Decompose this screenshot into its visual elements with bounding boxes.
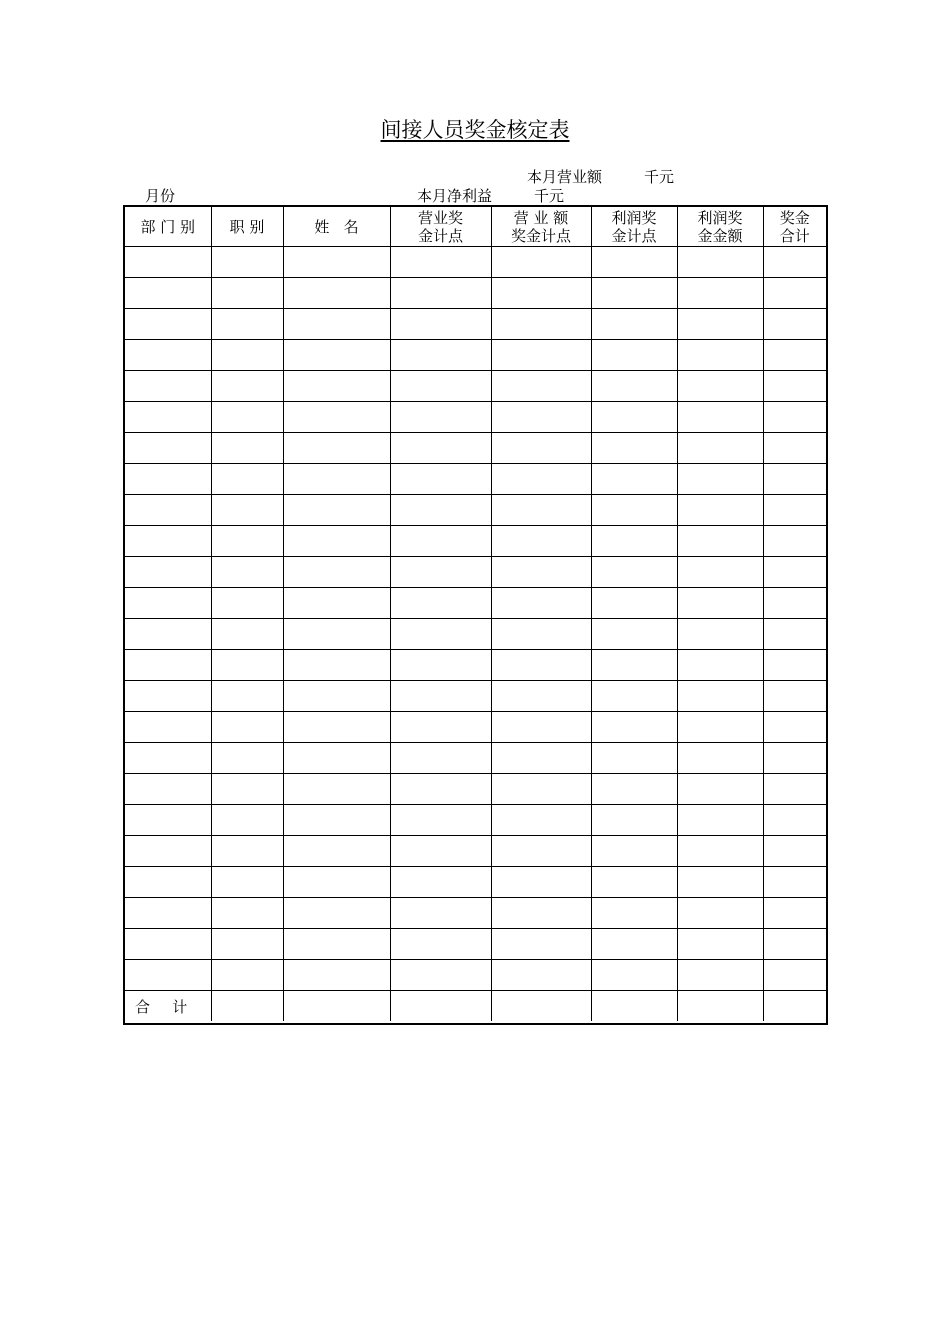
table-cell-sales-bonus-points[interactable]: [390, 960, 491, 991]
table-cell-department[interactable]: [125, 619, 211, 650]
table-cell-profit-bonus-points[interactable]: [591, 433, 677, 464]
header-department: [125, 207, 211, 247]
table-body: [125, 247, 826, 1022]
table-cell-department[interactable]: [125, 743, 211, 774]
table-cell-name[interactable]: [283, 371, 390, 402]
table-cell-revenue-bonus-points[interactable]: [491, 619, 591, 650]
table-cell-position[interactable]: [211, 557, 283, 588]
table-row: [125, 278, 826, 309]
table-cell-sales-bonus-points[interactable]: [390, 836, 491, 867]
table-row: [125, 557, 826, 588]
table-row: [125, 619, 826, 650]
table-cell-bonus-total[interactable]: [763, 619, 826, 650]
total-cell-position[interactable]: [211, 991, 283, 1022]
table-cell-profit-bonus-points[interactable]: [591, 402, 677, 433]
table-cell-profit-bonus-amount[interactable]: [677, 588, 763, 619]
table-cell-bonus-total[interactable]: [763, 278, 826, 309]
table-cell-department[interactable]: [125, 526, 211, 557]
table-cell-profit-bonus-amount[interactable]: [677, 340, 763, 371]
table-cell-profit-bonus-amount[interactable]: [677, 836, 763, 867]
table-cell-sales-bonus-points[interactable]: [390, 247, 491, 278]
table-cell-profit-bonus-amount[interactable]: [677, 247, 763, 278]
table-cell-profit-bonus-amount[interactable]: [677, 433, 763, 464]
table-cell-name[interactable]: [283, 495, 390, 526]
table-cell-sales-bonus-points[interactable]: [390, 495, 491, 526]
table-cell-name[interactable]: [283, 433, 390, 464]
table-row: [125, 247, 826, 278]
total-label: 合 计: [135, 997, 190, 1016]
header-sales-bonus-points-line1: 营业奖: [417, 208, 463, 227]
table-cell-bonus-total[interactable]: [763, 433, 826, 464]
table-cell-position[interactable]: [211, 805, 283, 836]
table-cell-position[interactable]: [211, 433, 283, 464]
table-cell-revenue-bonus-points[interactable]: [491, 929, 591, 960]
profit-unit: 千元: [534, 187, 565, 205]
table-cell-bonus-total[interactable]: [763, 960, 826, 991]
table-cell-revenue-bonus-points[interactable]: [491, 588, 591, 619]
header-name: [283, 207, 390, 247]
table-cell-profit-bonus-points[interactable]: [591, 805, 677, 836]
header-bonus-total-line1: 奖金: [779, 208, 810, 227]
table-cell-profit-bonus-points[interactable]: [591, 309, 677, 340]
table-cell-position[interactable]: [211, 340, 283, 371]
table-cell-profit-bonus-amount[interactable]: [677, 464, 763, 495]
table-cell-position[interactable]: [211, 278, 283, 309]
table-cell-bonus-total[interactable]: [763, 712, 826, 743]
header-profit-bonus-amount: [677, 207, 763, 247]
table-cell-department[interactable]: [125, 371, 211, 402]
header-position-text: 职 别: [229, 217, 265, 236]
table-cell-name[interactable]: [283, 650, 390, 681]
table-row: [125, 774, 826, 805]
table-cell-department[interactable]: [125, 433, 211, 464]
revenue-label: 本月营业额: [527, 168, 603, 186]
header-name-text: 姓 名: [314, 217, 359, 236]
table-cell-department[interactable]: [125, 681, 211, 712]
table-cell-profit-bonus-points[interactable]: [591, 526, 677, 557]
header-position: [211, 207, 283, 247]
table-cell-profit-bonus-amount[interactable]: [677, 805, 763, 836]
table-row: [125, 681, 826, 712]
table-cell-profit-bonus-points[interactable]: [591, 588, 677, 619]
table-cell-profit-bonus-amount[interactable]: [677, 774, 763, 805]
table-cell-revenue-bonus-points[interactable]: [491, 526, 591, 557]
table-cell-department[interactable]: [125, 836, 211, 867]
table-cell-bonus-total[interactable]: [763, 340, 826, 371]
table-row: [125, 836, 826, 867]
table-cell-name[interactable]: [283, 960, 390, 991]
table-cell-department[interactable]: [125, 309, 211, 340]
revenue-unit: 千元: [644, 168, 675, 186]
table-row: [125, 743, 826, 774]
table-cell-sales-bonus-points[interactable]: [390, 681, 491, 712]
header-profit-bonus-amount-line1: 利润奖: [697, 208, 743, 227]
table-row: [125, 712, 826, 743]
table-cell-position[interactable]: [211, 650, 283, 681]
table-cell-name[interactable]: [283, 898, 390, 929]
table-cell-name[interactable]: [283, 278, 390, 309]
table-cell-profit-bonus-points[interactable]: [591, 960, 677, 991]
table-cell-profit-bonus-amount[interactable]: [677, 278, 763, 309]
table-cell-profit-bonus-points[interactable]: [591, 278, 677, 309]
table-cell-sales-bonus-points[interactable]: [390, 867, 491, 898]
header-sales-bonus-points-line2: 金计点: [417, 226, 463, 245]
table-cell-bonus-total[interactable]: [763, 743, 826, 774]
table-cell-sales-bonus-points[interactable]: [390, 557, 491, 588]
table-cell-revenue-bonus-points[interactable]: [491, 774, 591, 805]
table-cell-revenue-bonus-points[interactable]: [491, 743, 591, 774]
table-cell-name[interactable]: [283, 805, 390, 836]
table-cell-profit-bonus-points[interactable]: [591, 619, 677, 650]
bonus-table: [125, 207, 826, 1021]
table-cell-department[interactable]: [125, 495, 211, 526]
table-cell-department[interactable]: [125, 898, 211, 929]
table-cell-position[interactable]: [211, 495, 283, 526]
table-cell-department[interactable]: [125, 774, 211, 805]
form-title: [0, 116, 950, 144]
table-cell-position[interactable]: [211, 619, 283, 650]
table-cell-position[interactable]: [211, 712, 283, 743]
table-cell-sales-bonus-points[interactable]: [390, 278, 491, 309]
table-cell-profit-bonus-amount[interactable]: [677, 495, 763, 526]
table-cell-bonus-total[interactable]: [763, 309, 826, 340]
table-cell-profit-bonus-amount[interactable]: [677, 929, 763, 960]
header-bonus-total-line2: 合计: [779, 226, 810, 245]
table-cell-position[interactable]: [211, 681, 283, 712]
header-sales-bonus-points: [390, 207, 491, 247]
table-cell-name[interactable]: [283, 464, 390, 495]
table-cell-position[interactable]: [211, 464, 283, 495]
bonus-table-frame: [123, 205, 828, 1025]
table-row: [125, 650, 826, 681]
table-row: [125, 402, 826, 433]
table-cell-profit-bonus-amount[interactable]: [677, 619, 763, 650]
table-cell-name[interactable]: [283, 867, 390, 898]
header-revenue-bonus-points-line1: 营 业 额: [513, 208, 569, 227]
table-cell-bonus-total[interactable]: [763, 247, 826, 278]
table-cell-profit-bonus-points[interactable]: [591, 712, 677, 743]
table-cell-bonus-total[interactable]: [763, 495, 826, 526]
table-cell-profit-bonus-points[interactable]: [591, 464, 677, 495]
table-cell-department[interactable]: [125, 588, 211, 619]
table-cell-name[interactable]: [283, 309, 390, 340]
total-cell-sales-bonus-points[interactable]: [390, 991, 491, 1022]
table-cell-name[interactable]: [283, 836, 390, 867]
table-cell-department[interactable]: [125, 247, 211, 278]
table-row: [125, 898, 826, 929]
table-row: [125, 340, 826, 371]
table-header-row: [125, 207, 826, 247]
table-cell-profit-bonus-points[interactable]: [591, 557, 677, 588]
table-cell-department[interactable]: [125, 805, 211, 836]
table-cell-sales-bonus-points[interactable]: [390, 402, 491, 433]
table-cell-sales-bonus-points[interactable]: [390, 433, 491, 464]
table-cell-revenue-bonus-points[interactable]: [491, 960, 591, 991]
table-cell-sales-bonus-points[interactable]: [390, 340, 491, 371]
table-cell-position[interactable]: [211, 774, 283, 805]
table-cell-department[interactable]: [125, 650, 211, 681]
table-cell-profit-bonus-amount[interactable]: [677, 898, 763, 929]
total-cell-name[interactable]: [283, 991, 390, 1022]
table-cell-profit-bonus-amount[interactable]: [677, 867, 763, 898]
table-row: [125, 588, 826, 619]
table-row: [125, 309, 826, 340]
form-title-text: 间接人员奖金核定表: [380, 118, 570, 142]
table-cell-position[interactable]: [211, 898, 283, 929]
table-cell-revenue-bonus-points[interactable]: [491, 867, 591, 898]
table-cell-profit-bonus-points[interactable]: [591, 247, 677, 278]
table-cell-sales-bonus-points[interactable]: [390, 929, 491, 960]
table-row: [125, 960, 826, 991]
table-cell-revenue-bonus-points[interactable]: [491, 681, 591, 712]
table-cell-name[interactable]: [283, 619, 390, 650]
table-cell-sales-bonus-points[interactable]: [390, 650, 491, 681]
table-cell-profit-bonus-points[interactable]: [591, 650, 677, 681]
table-cell-name[interactable]: [283, 712, 390, 743]
table-cell-department[interactable]: [125, 960, 211, 991]
table-row: [125, 495, 826, 526]
table-cell-position[interactable]: [211, 743, 283, 774]
table-cell-profit-bonus-points[interactable]: [591, 371, 677, 402]
table-cell-profit-bonus-amount[interactable]: [677, 557, 763, 588]
header-profit-bonus-amount-line2: 金金额: [697, 226, 743, 245]
table-cell-name[interactable]: [283, 681, 390, 712]
table-cell-name[interactable]: [283, 557, 390, 588]
table-cell-profit-bonus-amount[interactable]: [677, 526, 763, 557]
table-cell-position[interactable]: [211, 371, 283, 402]
table-row: [125, 526, 826, 557]
table-cell-bonus-total[interactable]: [763, 898, 826, 929]
total-row: [125, 991, 826, 1022]
header-profit-bonus-points: [591, 207, 677, 247]
table-cell-sales-bonus-points[interactable]: [390, 898, 491, 929]
header-revenue-bonus-points-line2: 奖金计点: [510, 226, 571, 245]
table-row: [125, 433, 826, 464]
table-cell-bonus-total[interactable]: [763, 650, 826, 681]
table-cell-bonus-total[interactable]: [763, 464, 826, 495]
table-cell-name[interactable]: [283, 247, 390, 278]
table-cell-profit-bonus-points[interactable]: [591, 743, 677, 774]
table-cell-department[interactable]: [125, 867, 211, 898]
table-cell-sales-bonus-points[interactable]: [390, 712, 491, 743]
profit-label: 本月净利益: [417, 187, 493, 205]
total-cell-profit-bonus-points[interactable]: [591, 991, 677, 1022]
total-cell-revenue-bonus-points[interactable]: [491, 991, 591, 1022]
header-profit-bonus-points-line2: 金计点: [611, 226, 657, 245]
header-revenue-bonus-points: [491, 207, 591, 247]
table-cell-profit-bonus-points[interactable]: [591, 495, 677, 526]
table-cell-profit-bonus-points[interactable]: [591, 867, 677, 898]
table-cell-profit-bonus-points[interactable]: [591, 929, 677, 960]
table-cell-profit-bonus-amount[interactable]: [677, 743, 763, 774]
table-cell-profit-bonus-amount[interactable]: [677, 681, 763, 712]
table-cell-name[interactable]: [283, 340, 390, 371]
header-department-text: 部 门 别: [140, 217, 196, 236]
table-cell-profit-bonus-amount[interactable]: [677, 650, 763, 681]
table-row: [125, 371, 826, 402]
table-row: [125, 805, 826, 836]
table-cell-profit-bonus-amount[interactable]: [677, 960, 763, 991]
table-cell-bonus-total[interactable]: [763, 526, 826, 557]
table-cell-position[interactable]: [211, 526, 283, 557]
table-cell-bonus-total[interactable]: [763, 836, 826, 867]
table-cell-position[interactable]: [211, 309, 283, 340]
table-cell-name[interactable]: [283, 588, 390, 619]
table-cell-sales-bonus-points[interactable]: [390, 619, 491, 650]
table-cell-position[interactable]: [211, 960, 283, 991]
header-profit-bonus-points-line1: 利润奖: [611, 208, 657, 227]
table-cell-profit-bonus-points[interactable]: [591, 836, 677, 867]
table-cell-position[interactable]: [211, 929, 283, 960]
month-label: 月份: [145, 187, 176, 205]
table-cell-profit-bonus-points[interactable]: [591, 681, 677, 712]
table-cell-revenue-bonus-points[interactable]: [491, 247, 591, 278]
table-cell-revenue-bonus-points[interactable]: [491, 402, 591, 433]
total-cell-bonus-total[interactable]: [763, 991, 826, 1022]
table-cell-revenue-bonus-points[interactable]: [491, 464, 591, 495]
table-cell-department[interactable]: [125, 464, 211, 495]
table-row: [125, 929, 826, 960]
table-cell-name[interactable]: [283, 743, 390, 774]
table-cell-revenue-bonus-points[interactable]: [491, 340, 591, 371]
table-cell-department[interactable]: [125, 340, 211, 371]
table-cell-department[interactable]: [125, 402, 211, 433]
table-cell-revenue-bonus-points[interactable]: [491, 557, 591, 588]
table-cell-sales-bonus-points[interactable]: [390, 371, 491, 402]
table-cell-revenue-bonus-points[interactable]: [491, 650, 591, 681]
table-cell-position[interactable]: [211, 247, 283, 278]
table-cell-profit-bonus-amount[interactable]: [677, 402, 763, 433]
table-row: [125, 867, 826, 898]
table-cell-bonus-total[interactable]: [763, 588, 826, 619]
table-cell-name[interactable]: [283, 402, 390, 433]
table-cell-revenue-bonus-points[interactable]: [491, 278, 591, 309]
table-cell-bonus-total[interactable]: [763, 681, 826, 712]
table-cell-profit-bonus-amount[interactable]: [677, 712, 763, 743]
table-cell-department[interactable]: [125, 278, 211, 309]
table-cell-department[interactable]: [125, 929, 211, 960]
table-cell-revenue-bonus-points[interactable]: [491, 309, 591, 340]
table-cell-profit-bonus-points[interactable]: [591, 340, 677, 371]
table-cell-position[interactable]: [211, 836, 283, 867]
table-cell-name[interactable]: [283, 774, 390, 805]
table-cell-name[interactable]: [283, 929, 390, 960]
table-cell-revenue-bonus-points[interactable]: [491, 371, 591, 402]
table-cell-revenue-bonus-points[interactable]: [491, 495, 591, 526]
table-cell-bonus-total[interactable]: [763, 402, 826, 433]
table-cell-revenue-bonus-points[interactable]: [491, 836, 591, 867]
table-cell-position[interactable]: [211, 588, 283, 619]
total-cell-profit-bonus-amount[interactable]: [677, 991, 763, 1022]
table-cell-sales-bonus-points[interactable]: [390, 309, 491, 340]
table-cell-bonus-total[interactable]: [763, 774, 826, 805]
table-cell-revenue-bonus-points[interactable]: [491, 898, 591, 929]
table-cell-profit-bonus-points[interactable]: [591, 898, 677, 929]
table-cell-bonus-total[interactable]: [763, 805, 826, 836]
table-cell-sales-bonus-points[interactable]: [390, 588, 491, 619]
table-cell-position[interactable]: [211, 867, 283, 898]
table-cell-bonus-total[interactable]: [763, 557, 826, 588]
header-bonus-total: [763, 207, 826, 247]
table-cell-profit-bonus-amount[interactable]: [677, 371, 763, 402]
total-label-cell: [125, 991, 211, 1022]
table-cell-bonus-total[interactable]: [763, 867, 826, 898]
table-cell-position[interactable]: [211, 402, 283, 433]
table-cell-revenue-bonus-points[interactable]: [491, 712, 591, 743]
table-cell-profit-bonus-amount[interactable]: [677, 309, 763, 340]
table-cell-revenue-bonus-points[interactable]: [491, 805, 591, 836]
table-cell-revenue-bonus-points[interactable]: [491, 433, 591, 464]
table-row: [125, 464, 826, 495]
table-cell-bonus-total[interactable]: [763, 929, 826, 960]
table-cell-sales-bonus-points[interactable]: [390, 464, 491, 495]
table-cell-bonus-total[interactable]: [763, 371, 826, 402]
table-cell-sales-bonus-points[interactable]: [390, 805, 491, 836]
table-cell-sales-bonus-points[interactable]: [390, 526, 491, 557]
table-cell-department[interactable]: [125, 712, 211, 743]
table-cell-sales-bonus-points[interactable]: [390, 774, 491, 805]
table-cell-department[interactable]: [125, 557, 211, 588]
table-cell-profit-bonus-points[interactable]: [591, 774, 677, 805]
table-cell-sales-bonus-points[interactable]: [390, 743, 491, 774]
table-cell-name[interactable]: [283, 526, 390, 557]
